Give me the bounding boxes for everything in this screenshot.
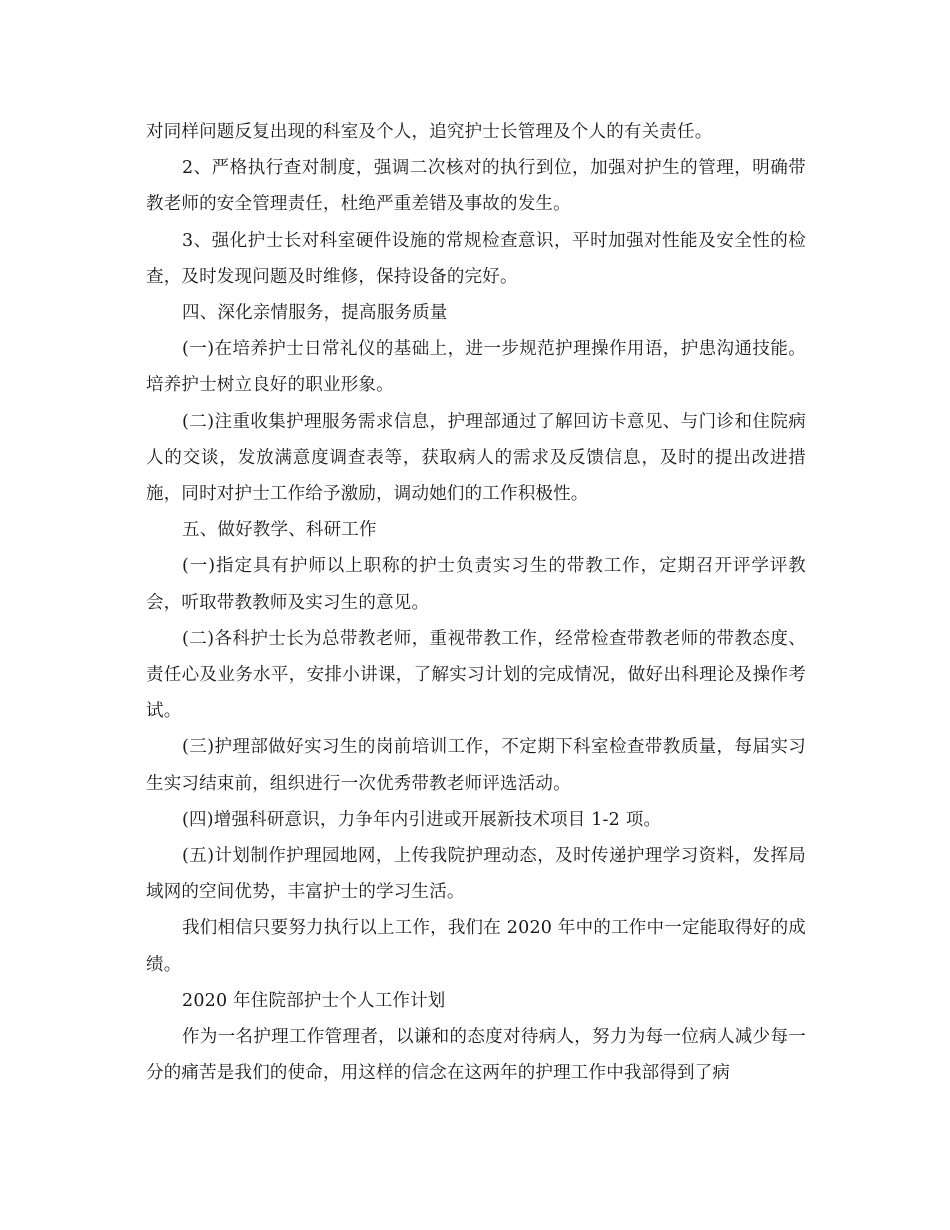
paragraph-verification-system: 2、严格执行查对制度，强调二次核对的执行到位，加强对护生的管理，明确带教老师的安全管理责任，杜绝严重差错及事故的发生。 <box>146 158 806 215</box>
paragraph-equipment-inspection: 3、强化护士长对科室硬件设施的常规检查意识，平时加强对性能及安全性的检查，及时发现问题及时维修，保持设备的完好。 <box>146 230 806 287</box>
paragraph-research-awareness: (四)增强科研意识，力争年内引进或开展新技术项目 1-2 项。 <box>182 809 662 830</box>
paragraph-head-nurse-teaching: (二)各科护士长为总带教老师，重视带教工作，经常检查带教老师的带教态度、责任心及业务水平，安排小讲课，了解实习计划的完成情况，做好出科理论及操作考试。 <box>146 628 806 722</box>
section-heading-teaching-research: 五、做好教学、科研工作 <box>182 520 377 541</box>
paragraph-manager-intro: 作为一名护理工作管理者，以谦和的态度对待病人，努力为每一位病人减少每一分的痛苦是我们的使命，用这样的信念在这两年的护理工作中我部得到了病 <box>146 1027 806 1084</box>
paragraph-nursing-website: (五)计划制作护理园地网，上传我院护理动态，及时传递护理学习资料，发挥局域网的空间优势，丰富护士的学习生活。 <box>146 846 806 903</box>
section-heading-service-quality: 四、深化亲情服务，提高服务质量 <box>182 303 448 324</box>
document-title-2020-plan: 2020 年住院部护士个人工作计划 <box>182 990 446 1011</box>
paragraph-pre-job-training: (三)护理部做好实习生的岗前培训工作，不定期下科室检查带教质量，每届实习生实习结束前，组织进行一次优秀带教老师评选活动。 <box>146 737 806 794</box>
paragraph-feedback-collection: (二)注重收集护理服务需求信息，护理部通过了解回访卡意见、与门诊和住院病人的交谈，发放满意度调查表等，获取病人的需求及反馈信息，及时的提出改进措施，同时对护士工作给予激励，调动她们的工作积极性。 <box>146 411 806 505</box>
paragraph-conclusion: 我们相信只要努力执行以上工作，我们在 2020 年中的工作中一定能取得好的成绩。 <box>146 918 806 975</box>
paragraph-etiquette-training: (一)在培养护士日常礼仪的基础上，进一步规范护理操作用语，护患沟通技能。培养护士树立良好的职业形象。 <box>146 339 806 396</box>
paragraph-intern-supervision: (一)指定具有护师以上职称的护士负责实习生的带教工作，定期召开评学评教会，听取带教教师及实习生的意见。 <box>146 556 806 613</box>
paragraph-accountability: 对同样问题反复出现的科室及个人，追究护士长管理及个人的有关责任。 <box>146 122 713 142</box>
